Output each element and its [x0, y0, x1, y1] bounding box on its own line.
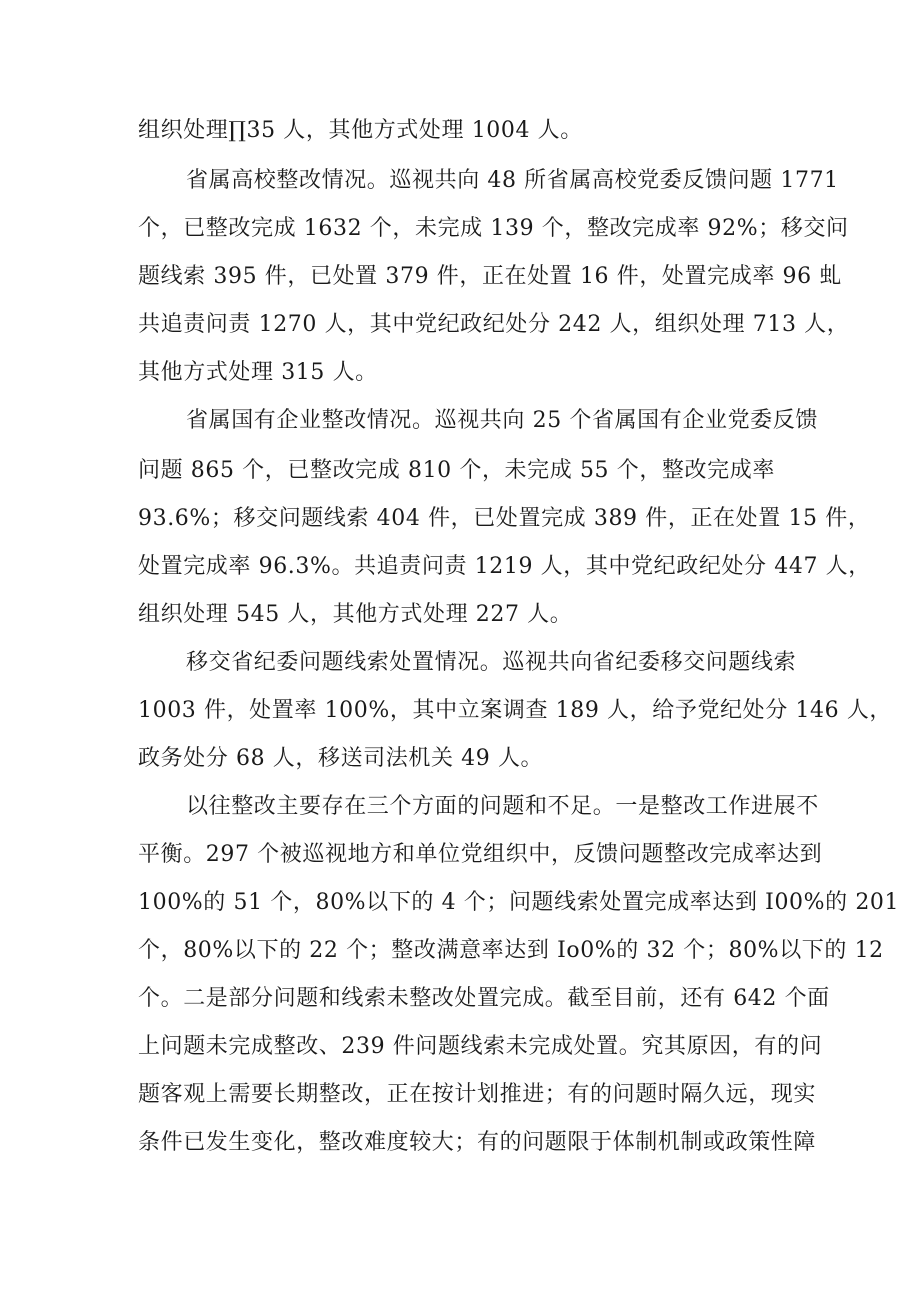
text-line: 其他方式处理 315 人。: [138, 360, 378, 385]
paragraph-heading-line: 以往整改主要存在三个方面的问题和不足。一是整改工作进展不: [186, 794, 819, 819]
paragraph-heading-line: 省属高校整改情况。巡视共向 48 所省属高校党委反馈问题 1771: [186, 168, 839, 193]
text-line: 组织处理 545 人，其他方式处理 227 人。: [138, 602, 573, 627]
text-line: 条件已发生变化，整改难度较大；有的问题限于体制机制或政策性障: [138, 1130, 817, 1155]
text-line: 100%的 51 个，80%以下的 4 个；问题线索处置完成率达到 I00%的 201: [138, 890, 900, 915]
paragraph-heading-line: 移交省纪委问题线索处置情况。巡视共向省纪委移交问题线索: [186, 650, 797, 675]
text-line: 个。二是部分问题和线索未整改处置完成。截至目前，还有 642 个面: [138, 986, 830, 1011]
text-line: 题客观上需要长期整改，正在按计划推进；有的问题时隔久远，现实: [138, 1082, 817, 1107]
text-line: 1003 件，处置率 100%，其中立案调查 189 人，给予党纪处分 146 人，: [138, 698, 893, 723]
paragraph-heading-line: 省属国有企业整改情况。巡视共向 25 个省属国有企业党委反馈: [186, 408, 818, 433]
text-line: 平衡。297 个被巡视地方和单位党组织中，反馈问题整改完成率达到: [138, 842, 823, 867]
text-line: 93.6%；移交问题线索 404 件，已处置完成 389 件，正在处置 15 件，: [138, 506, 871, 531]
text-line: 共追责问责 1270 人，其中党纪政纪处分 242 人，组织处理 713 人，: [138, 312, 850, 337]
text-line: 问题 865 个，已整改完成 810 个，未完成 55 个，整改完成率: [138, 458, 775, 483]
text-line: 个，80%以下的 22 个；整改满意率达到 Io0%的 32 个；80%以下的 12: [138, 938, 884, 963]
text-line: 题线索 395 件，已处置 379 件，正在处置 16 件，处置完成率 96 虬: [138, 264, 842, 289]
text-line: 政务处分 68 人，移送司法机关 49 人。: [138, 746, 544, 771]
text-line: 上问题未完成整改、239 件问题线索未完成处置。究其原因，有的问: [138, 1034, 823, 1059]
text-line: 个，已整改完成 1632 个，未完成 139 个，整改完成率 92%；移交问: [138, 216, 849, 241]
text-line: 组织处理∏35 人，其他方式处理 1004 人。: [138, 118, 583, 143]
text-line: 处置完成率 96.3%。共追责问责 1219 人，其中党纪政纪处分 447 人，: [138, 554, 871, 579]
